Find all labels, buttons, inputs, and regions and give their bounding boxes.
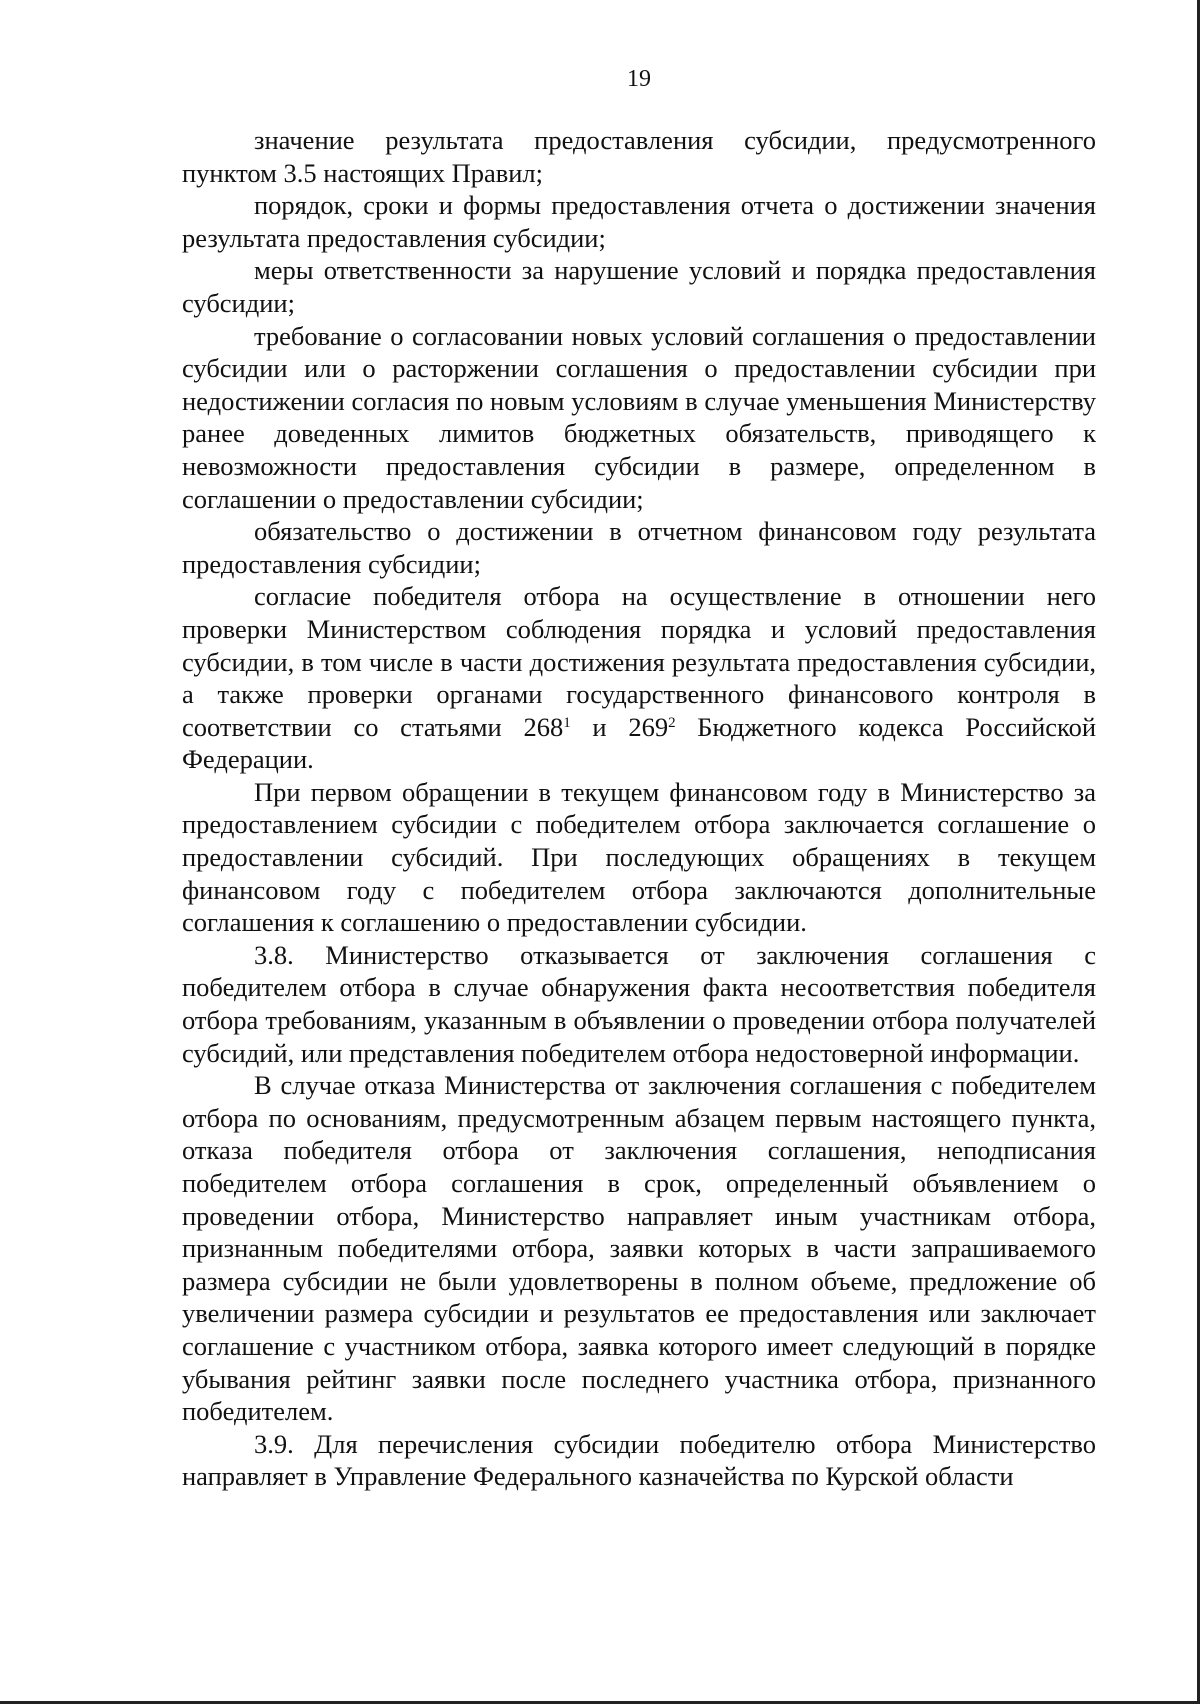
paragraph-with-footnote-refs — [182, 580, 1096, 776]
paragraph: значение результата предоставления субсидии, предусмотренного пунктом 3.5 настоящих Правил; — [182, 125, 1096, 188]
paragraph: требование о согласовании новых условий соглашения о предоставлении субсидии или о расторжении соглашения о предоставлении субсидии при недостижении согласия по новым условиям в случае уменьшения Министерству ранее доведенных лимитов бюджетных обязательств, приводящего к невозможности предоставления субсидии в размере, определенном в соглашении о предоставлении субсидии; — [182, 320, 1096, 514]
paragraph: 3.9. Для перечисления субсидии победителю отбора Министерство направляет в Управление Федерального казначейства по Курской области — [182, 1428, 1096, 1492]
superscript: 1 — [563, 714, 571, 731]
paragraph: обязательство о достижении в отчетном финансовом году результата предоставления субсидии; — [182, 516, 1096, 579]
paragraph: В случае отказа Министерства от заключения соглашения с победителем отбора по основаниям, предусмотренным абзацем первым настоящего пункта, отказа победителя отбора от заключения соглашения, неподписания победителем отбора соглашения в срок, определенный объявлением о проведении отбора, Министерство направляет иным участникам отбора, признанным победителями отбора, заявки которых в части запрашиваемого размера субсидии не были удовлетворены в полном объеме, предложение об увеличении размера субсидии и результатов ее предоставления или заключает соглашение с участником отбора, заявка которого имеет следующий в порядке убывания рейтинг заявки после последнего участника отбора, признанного победителем. — [182, 1070, 1096, 1427]
paragraph-text: Бюджетного кодекса Российской Федерации. — [182, 711, 1096, 775]
page-number: 19 — [627, 66, 651, 92]
paragraph: 3.8. Министерство отказывается от заключения соглашения с победителем отбора в случае обнаружения факта несоответствия победителя отбора требованиям, указанным в объявлении о проведении отбора получателей субсидий, или представления победителем отбора недостоверной информации. — [182, 939, 1096, 1068]
superscript: 2 — [668, 714, 676, 731]
paragraph-text: согласие победителя отбора на осуществление в отношении него проверки Министерством соблюдения порядка и условий предоставления субсидии, в том числе в части достижения результата предоставления субсидии, а также проверки органами государственного финансового контроля в соответствии со статьями 268 — [182, 581, 1096, 742]
paragraph-text: и 269 — [570, 711, 669, 742]
paragraph: меры ответственности за нарушение условий и порядка предоставления субсидии; — [182, 255, 1096, 318]
paragraph: порядок, сроки и формы предоставления отчета о достижении значения результата предоставления субсидии; — [182, 190, 1096, 253]
document-body — [182, 124, 1096, 1493]
paragraph: При первом обращении в текущем финансовом году в Министерство за предоставлением субсидии с победителем отбора заключается соглашение о предоставлении субсидий. При последующих обращениях в текущем финансовом году с победителем отбора заключаются дополнительные соглашения к соглашению о предоставлении субсидии. — [182, 776, 1096, 938]
